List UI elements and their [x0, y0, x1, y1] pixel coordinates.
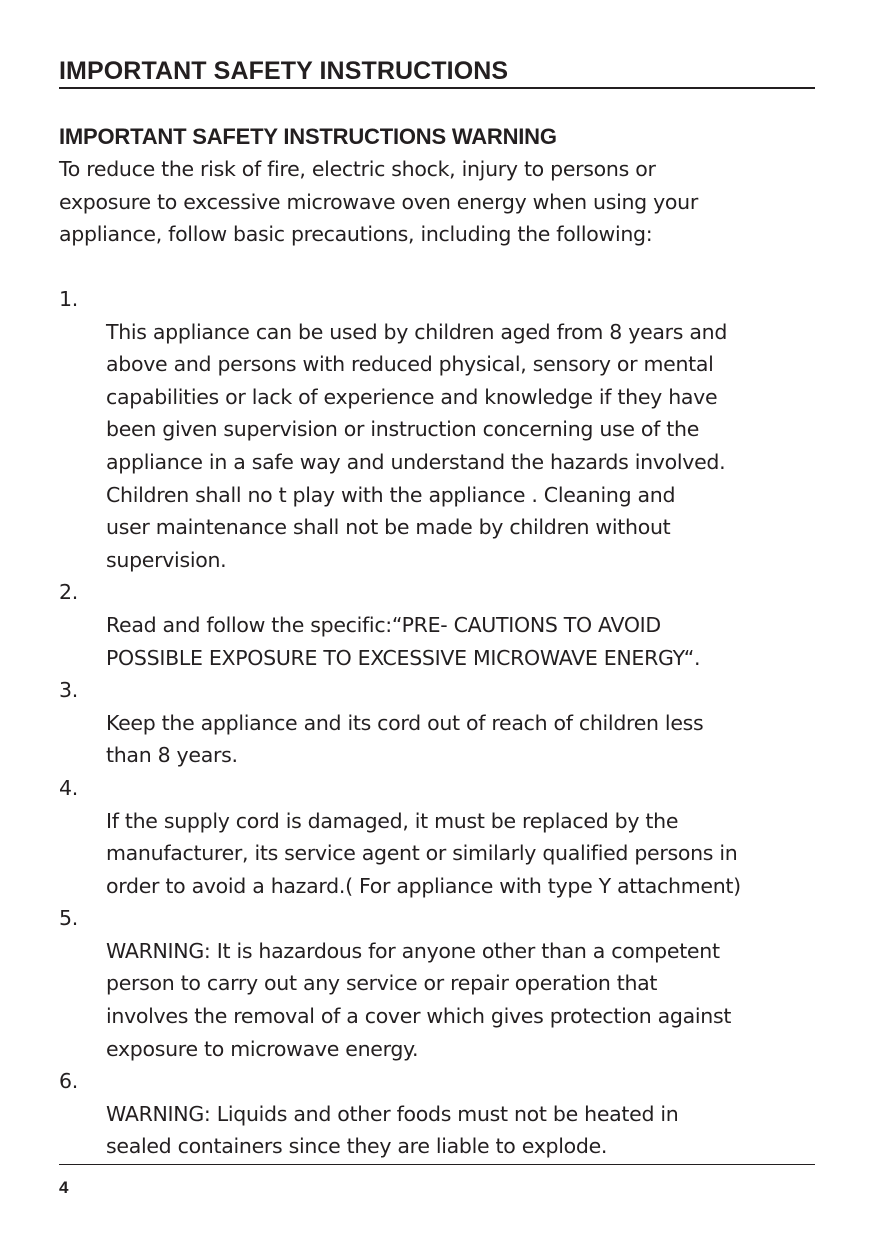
instruction-number: 1.	[59, 287, 78, 311]
instruction-item	[59, 674, 819, 772]
instruction-number: 6.	[59, 1069, 78, 1094]
instruction-number: 2.	[59, 580, 78, 605]
instruction-text: WARNING: Liquids and other foods must not be heated in sealed containers since they are liable to explode.	[106, 1101, 679, 1159]
instruction-number: 4.	[59, 775, 78, 800]
title-divider	[59, 87, 815, 89]
page-number: 4	[59, 1178, 69, 1197]
instruction-number: 3.	[59, 678, 78, 703]
section-heading: IMPORTANT SAFETY INSTRUCTIONS WARNING	[59, 124, 557, 149]
instruction-item	[59, 902, 819, 1065]
instruction-text: This appliance can be used by children aged from 8 years and above and persons with reduced physical, sensory or mental capabilities or lack of experience and knowledge if they have been given supervision or instruction concerning use of the appliance in a safe way and understand the hazards involved. Children shall no t play with the appliance . Cleaning and user maintenance shall not be made by children without supervision.	[106, 319, 728, 572]
intro-paragraph: To reduce the risk of fire, electric shock, injury to persons or exposure to excessive microwave oven energy when using your appliance, follow basic precautions, including the following:	[59, 157, 698, 247]
footer-divider	[59, 1164, 815, 1165]
instruction-item	[59, 283, 819, 576]
instruction-text: WARNING: It is hazardous for anyone other than a competent person to carry out any service or repair operation that involves the removal of a cover which gives protection against exposure to microwave energy.	[106, 938, 732, 1061]
instruction-item	[59, 576, 819, 674]
instruction-item	[59, 1065, 819, 1163]
instruction-number: 5.	[59, 906, 78, 931]
instruction-text: If the supply cord is damaged, it must be replaced by the manufacturer, its service agent or similarly qualified persons in order to avoid a hazard.( For appliance with type Y attachment)	[106, 808, 741, 898]
instructions-list	[59, 283, 819, 1163]
instruction-item	[59, 772, 819, 902]
instruction-text: Keep the appliance and its cord out of reach of children less than 8 years.	[106, 710, 704, 768]
page-title: IMPORTANT SAFETY INSTRUCTIONS	[59, 57, 509, 85]
instruction-text: Read and follow the specific:“PRE- CAUTIONS TO AVOID POSSIBLE EXPOSURE TO EXCESSIVE MICROWAVE ENERGY“.	[106, 612, 701, 670]
